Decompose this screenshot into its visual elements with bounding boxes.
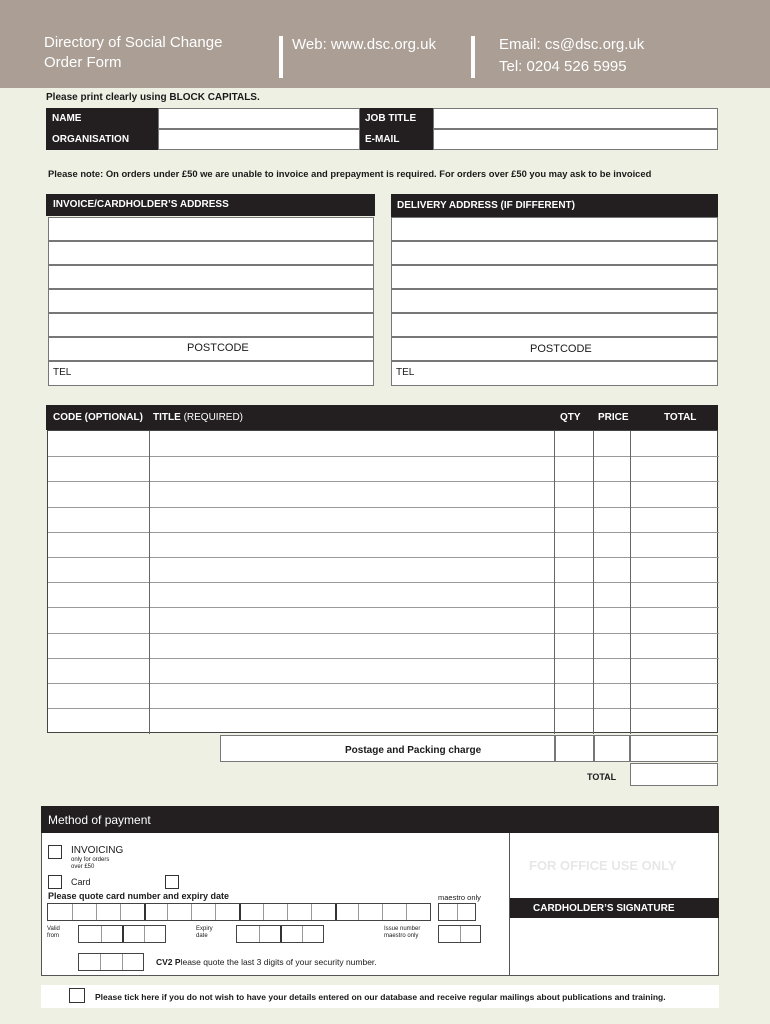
title-line-2: Order Form: [44, 54, 122, 71]
delivery-address-header: [391, 194, 718, 217]
delivery-address-line[interactable]: [391, 217, 718, 241]
delivery-address-line[interactable]: [391, 241, 718, 265]
digit-divider: [144, 926, 145, 942]
postage-price-cell[interactable]: [594, 735, 630, 762]
title-line-1: Directory of Social Change: [44, 34, 223, 51]
invoice-address-header: [46, 194, 375, 216]
job-title-field[interactable]: [433, 108, 718, 129]
digit-divider: [120, 904, 121, 920]
invoicing-note: [71, 857, 109, 871]
invoice-address-heading: INVOICE/CARDHOLDER’S ADDRESS: [53, 199, 229, 210]
grand-total-field[interactable]: [630, 763, 718, 786]
digit-divider: [122, 926, 124, 942]
digit-divider: [100, 954, 101, 970]
table-column-divider: [630, 431, 631, 734]
invoicing-note-line-2: over £50: [71, 864, 95, 870]
delivery-tel-label: TEL: [396, 367, 415, 378]
delivery-postcode-field[interactable]: [391, 337, 718, 361]
card-instructions: Please quote card number and expiry date: [48, 891, 230, 901]
name-field[interactable]: [158, 108, 360, 129]
valid-from-field[interactable]: [78, 925, 166, 943]
signature-label: CARDHOLDER’S SIGNATURE: [533, 903, 675, 914]
price-column-header: PRICE: [598, 412, 629, 423]
cv2-instructions: [156, 957, 377, 967]
header-divider: [279, 36, 283, 78]
digit-divider: [280, 926, 282, 942]
block-capitals-note: Please print clearly using BLOCK CAPITALS.: [46, 92, 260, 103]
digit-divider: [167, 904, 168, 920]
card-checkbox[interactable]: [48, 875, 62, 889]
digit-divider: [215, 904, 216, 920]
digit-divider: [406, 904, 407, 920]
delivery-postcode-label: POSTCODE: [530, 343, 592, 355]
title-header-label: TITLE: [153, 412, 181, 423]
delivery-address-line[interactable]: [391, 289, 718, 313]
valid-from-line-1: Valid: [47, 926, 60, 932]
code-column-header: CODE (OPTIONAL): [53, 412, 143, 423]
table-column-divider: [149, 431, 150, 734]
expiry-label: [196, 926, 213, 940]
card-label: Card: [71, 877, 91, 887]
delivery-tel-field[interactable]: [391, 361, 718, 386]
card-number-field[interactable]: [47, 903, 431, 921]
payment-heading: Method of payment: [48, 813, 151, 827]
invoice-address-line[interactable]: [48, 313, 374, 337]
valid-from-label: [47, 926, 60, 940]
expiry-date-field[interactable]: [236, 925, 324, 943]
digit-divider: [263, 904, 264, 920]
digit-divider: [382, 904, 383, 920]
job-title-label: JOB TITLE: [365, 113, 417, 124]
table-column-divider: [554, 431, 555, 734]
digit-divider: [302, 926, 303, 942]
postage-label: Postage and Packing charge: [345, 745, 482, 756]
signature-header: [510, 898, 719, 918]
invoice-address-line[interactable]: [48, 289, 374, 313]
delivery-address-line[interactable]: [391, 313, 718, 337]
name-label: NAME: [52, 113, 82, 124]
form-title: [44, 33, 222, 73]
digit-divider: [191, 904, 192, 920]
title-column-header: [153, 412, 243, 423]
website: Web: www.dsc.org.uk: [292, 36, 436, 53]
cv2-field[interactable]: [78, 953, 144, 971]
issue-number-field[interactable]: [438, 925, 481, 943]
issue-number-label: [384, 926, 420, 940]
opt-out-text: Please tick here if you do not wish to have your details entered on our database and receive regular mailings about publications and training.: [95, 992, 666, 1002]
digit-divider: [358, 904, 359, 920]
invoice-policy-note: Please note: On orders under £50 we are unable to invoice and prepayment is required. For orders over £50 you may ask to be invoiced: [48, 168, 652, 179]
order-table-header: [46, 405, 718, 430]
organisation-field[interactable]: [158, 129, 360, 150]
title-required-note: (REQUIRED): [183, 412, 244, 423]
digit-divider: [144, 904, 146, 920]
cv2-text: lease quote the last 3 digits of your security number.: [180, 957, 377, 967]
invoice-address-line[interactable]: [48, 265, 374, 289]
order-table-body[interactable]: [47, 430, 718, 733]
maestro-only-label: maestro only: [438, 893, 481, 902]
telephone: Tel: 0204 526 5995: [499, 58, 627, 75]
invoice-address-line[interactable]: [48, 241, 374, 265]
invoice-tel-label: TEL: [53, 367, 72, 378]
email-address: Email: cs@dsc.org.uk: [499, 36, 645, 53]
table-column-divider: [593, 431, 594, 734]
card-type-checkbox[interactable]: [165, 875, 179, 889]
delivery-address-line[interactable]: [391, 265, 718, 289]
postage-total-cell[interactable]: [630, 735, 718, 762]
invoice-postcode-field[interactable]: [48, 337, 374, 361]
postage-label-cell: [220, 735, 555, 762]
digit-divider: [335, 904, 337, 920]
header-banner: [0, 0, 770, 88]
invoicing-note-line-1: only for orders: [71, 857, 110, 863]
digit-divider: [259, 926, 260, 942]
grand-total-label: TOTAL: [587, 772, 617, 782]
valid-from-line-2: from: [47, 933, 59, 939]
delivery-address-heading: DELIVERY ADDRESS (IF DIFFERENT): [397, 200, 575, 211]
total-column-header: TOTAL: [664, 412, 697, 423]
digit-divider: [239, 904, 241, 920]
signature-field[interactable]: [510, 918, 718, 975]
postage-qty-cell[interactable]: [555, 735, 594, 762]
digit-divider: [457, 904, 458, 920]
digit-divider: [101, 926, 102, 942]
office-use-label: FOR OFFICE USE ONLY: [529, 858, 677, 873]
digit-divider: [287, 904, 288, 920]
maestro-extra-digits[interactable]: [438, 903, 476, 921]
contact-info: [499, 34, 644, 78]
invoice-tel-field[interactable]: [48, 361, 374, 386]
cv2-bold: CV2 P: [156, 957, 181, 967]
organisation-label: ORGANISATION: [52, 134, 130, 145]
issue-line-2: maestro only: [384, 933, 419, 939]
digit-divider: [72, 904, 73, 920]
issue-line-1: Issue number: [384, 926, 421, 932]
qty-column-header: QTY: [560, 412, 581, 423]
expiry-line-1: Expiry: [196, 926, 213, 932]
digit-divider: [460, 926, 461, 942]
email-field[interactable]: [433, 129, 718, 150]
digit-divider: [122, 954, 123, 970]
digit-divider: [311, 904, 312, 920]
header-divider: [471, 36, 475, 78]
expiry-line-2: date: [196, 933, 208, 939]
invoice-address-line[interactable]: [48, 217, 374, 241]
payment-header: [41, 806, 719, 833]
invoicing-checkbox[interactable]: [48, 845, 62, 859]
opt-out-checkbox[interactable]: [69, 988, 85, 1003]
digit-divider: [96, 904, 97, 920]
email-label: E-MAIL: [365, 134, 400, 145]
invoice-postcode-label: POSTCODE: [187, 342, 249, 354]
invoicing-label: INVOICING: [71, 845, 124, 856]
